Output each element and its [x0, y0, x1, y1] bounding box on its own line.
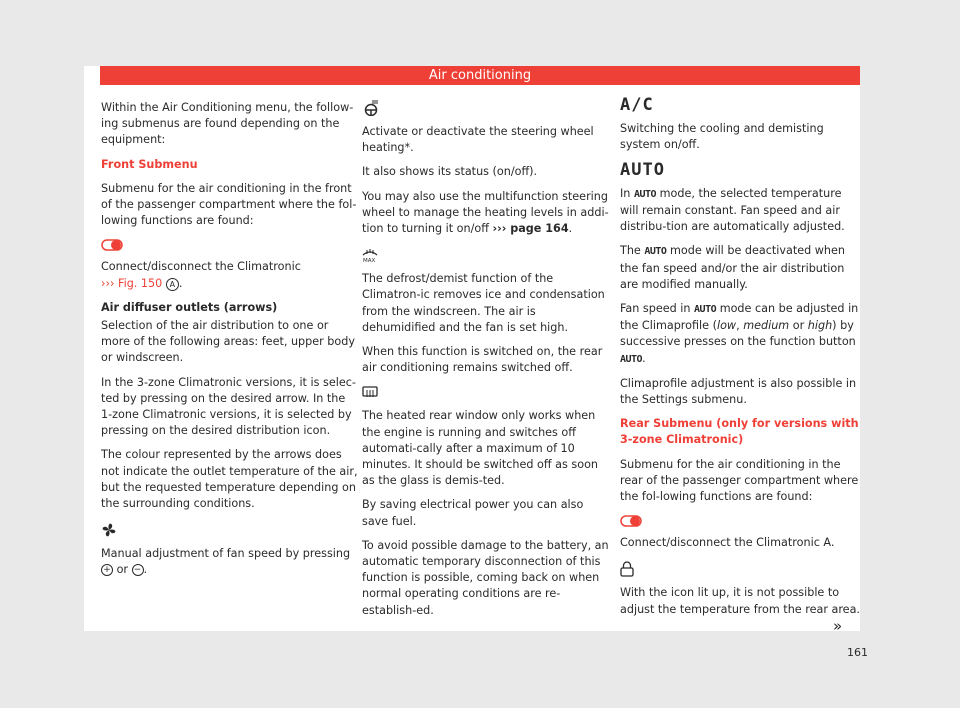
column-3 [620, 95, 862, 626]
rear-submenu-title: Rear Submenu (only for versions with 3-zone Climatronic) [620, 417, 859, 447]
page-header: Air conditioning [100, 66, 860, 85]
continue-marker: » [833, 617, 843, 635]
outlets-paragraph-1: Selection of the air distribution to one or more of the following areas: feet, upper body or windscreen. [101, 319, 355, 365]
outlets-paragraph-3: The colour represented by the arrows does not indicate the outlet temperature of the air, but the requested temperature depending on the surrounding conditions. [101, 448, 358, 511]
fan-text: Manual adjustment of fan speed by pressing + or − . [101, 547, 351, 577]
auto-inline: AUTO [644, 246, 667, 258]
ac-text: Switching the cooling and demisting system on/off. [620, 122, 824, 152]
auto-inline: AUTO [694, 304, 717, 316]
column-2 [362, 100, 612, 627]
outlets-paragraph-2: In the 3-zone Climatronic versions, it is selec-ted by pressing on the desired arrow. In the 1-zone Climatronic versions, it is selected by pressing on the desired distribution icon. [101, 375, 356, 438]
minus-icon: − [132, 564, 144, 576]
rear-paragraph-1: The heated rear window only works when the engine is running and switches off automati-cally after a maximum of 10 minutes. It should be switched off as soon as the glass is demis-ted. [362, 409, 599, 488]
rear-connect-text: Connect/disconnect the Climatronic A. [620, 536, 835, 550]
heat-paragraph-2: It also shows its status (on/off). [362, 165, 538, 179]
lock-icon [620, 561, 634, 577]
auto-paragraph-3: Fan speed in AUTO mode can be adjusted in the Climaprofile (low, medium or high) by successive presses on the function button AUTO. [620, 302, 859, 365]
column-1 [101, 100, 359, 587]
auto-inline: AUTO [633, 188, 657, 200]
ac-symbol: A/C [620, 95, 654, 115]
auto-paragraph-2: The AUTO mode will be deactivated when the fan speed and/or the air distribution are modified manually. [620, 244, 845, 291]
auto-paragraph-4: Climaprofile adjustment is also possible in the Settings submenu. [620, 376, 857, 407]
svg-text:MAX: MAX [363, 258, 376, 264]
steering-wheel-heating-icon [362, 100, 380, 116]
connect-text: Connect/disconnect the Climatronic ››› Fig. 150 A . [101, 260, 301, 290]
lock-text: With the icon lit up, it is not possible to adjust the temperature from the rear area. [620, 586, 860, 616]
callout-badge: A [166, 278, 179, 291]
rear-paragraph-3: To avoid possible damage to the battery, an automatic temporary disconnection of this function is possible, coming back on when normal operating conditions are re-establish-ed. [362, 538, 609, 617]
defrost-paragraph-2: When this function is switched on, the rear air conditioning remains switched off. [362, 345, 603, 375]
front-submenu-intro: Submenu for the air conditioning in the front of the passenger compartment where the fol-lowing functions are found: [101, 181, 357, 228]
rear-submenu-intro: Submenu for the air conditioning in the rear of the passenger compartment where the fol-lowing functions are found: [620, 457, 859, 504]
defrost-max-icon [362, 247, 378, 263]
heat-paragraph-3: You may also use the multifunction steering wheel to manage the heating levels in addi-tion to turning it on/off ››› page 164. [362, 189, 609, 236]
toggle-icon [101, 239, 123, 251]
toggle-icon [620, 515, 642, 527]
intro-text: Within the Air Conditioning menu, the follow-ing submenus are found depending on the equipment: [101, 101, 354, 147]
fan-icon [101, 522, 117, 538]
rear-paragraph-2: By saving electrical power you can also save fuel. [362, 498, 584, 528]
auto-inline: AUTO [620, 353, 643, 365]
outlets-title: Air diffuser outlets (arrows) [101, 300, 278, 314]
page-reference: ››› page 164 [492, 222, 569, 236]
heat-paragraph-1: Activate or deactivate the steering wheel heating*. [362, 125, 594, 155]
plus-icon: + [101, 564, 113, 576]
auto-paragraph-1: In AUTO mode, the selected temperature will remain constant. Fan speed and air distribu-tion are automatically adjusted. [620, 186, 845, 234]
front-submenu-title: Front Submenu [101, 157, 198, 171]
auto-symbol: AUTO [620, 159, 665, 180]
page-number: 161 [847, 646, 868, 659]
defrost-paragraph-1: The defrost/demist function of the Climatron-ic removes ice and condensation from the windscreen. The air is dehumidified and the fan is set high. [362, 272, 605, 334]
rear-window-heating-icon [362, 386, 378, 400]
